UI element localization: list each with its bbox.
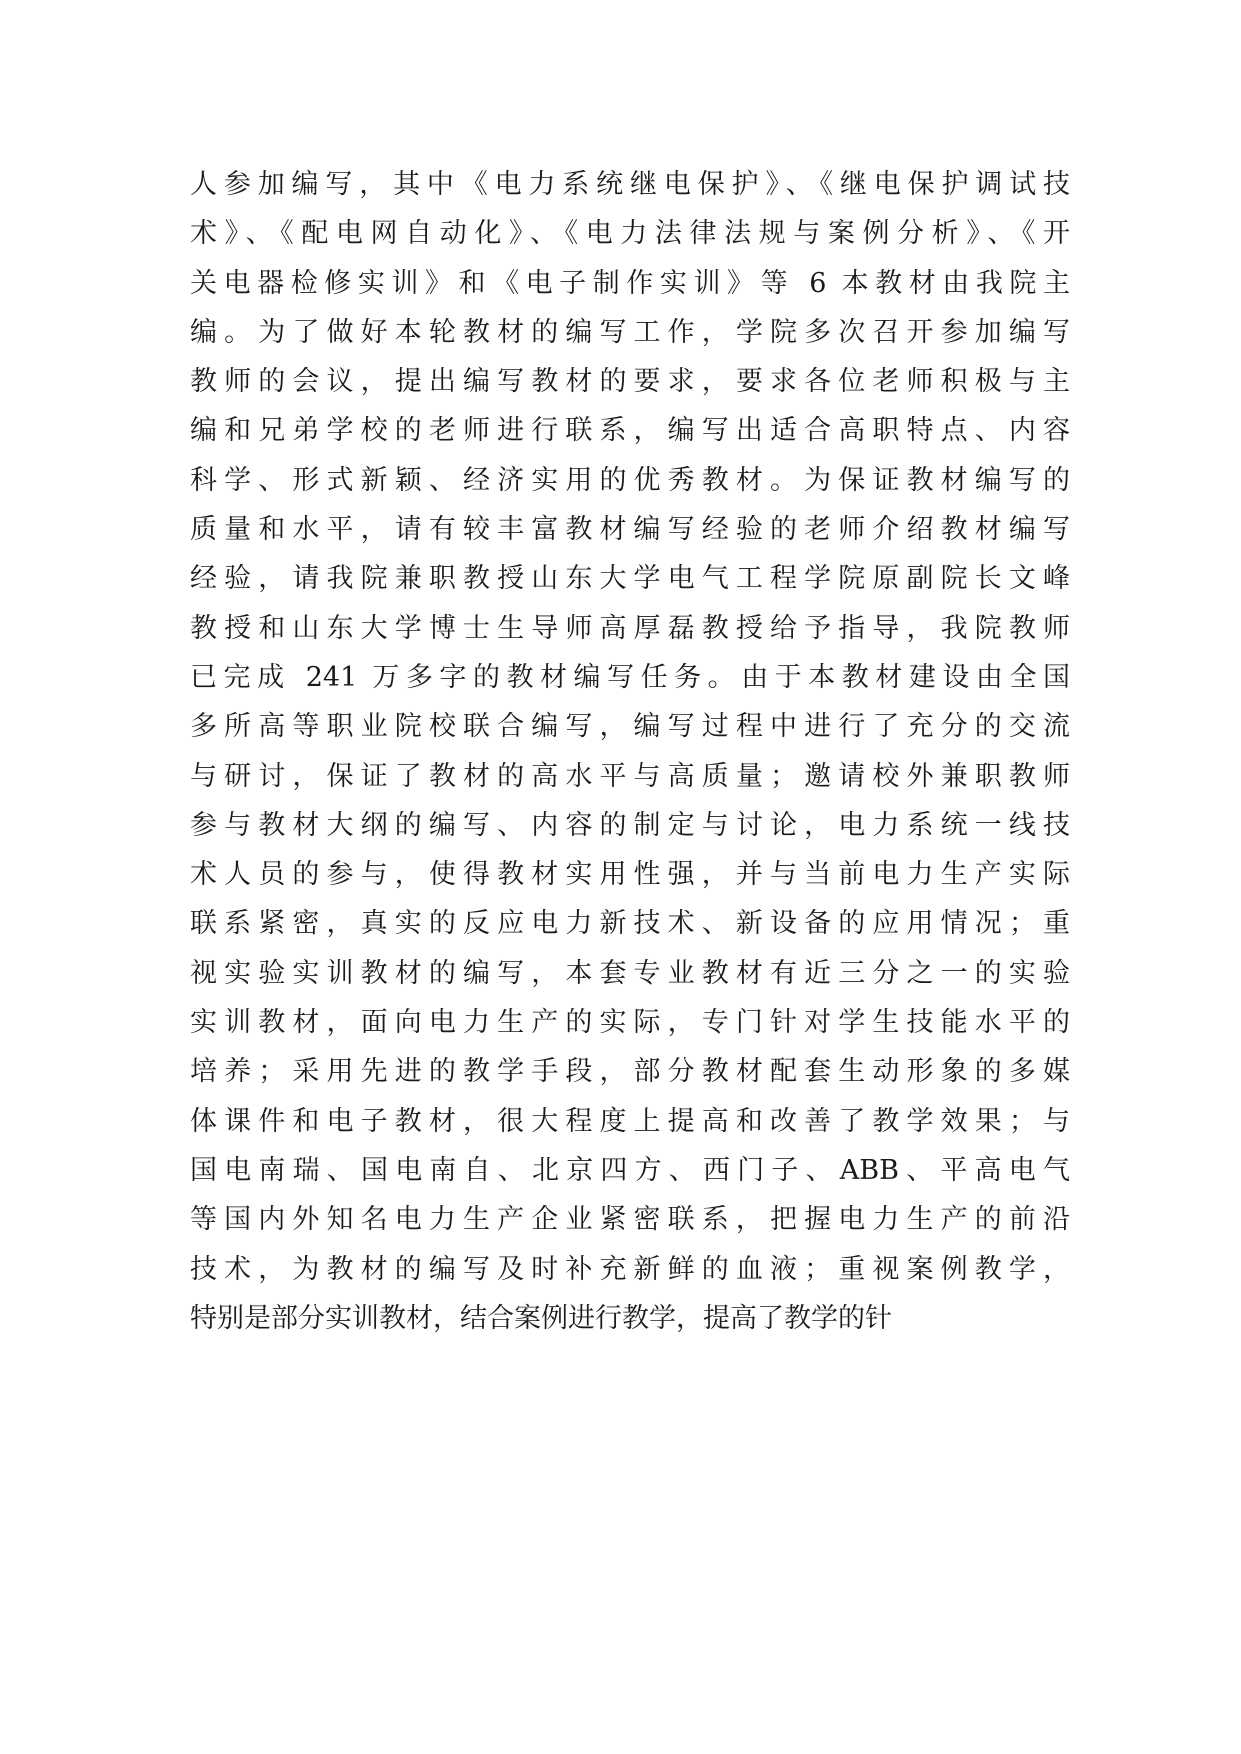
text-line: 技术，为教材的编写及时补充新鲜的血液；重视案例教学， — [190, 1253, 1070, 1285]
text-line: 质量和水平，请有较丰富教材编写经验的老师介绍教材编写 — [190, 514, 1070, 546]
text-line: 科学、形式新颖、经济实用的优秀教材。为保证教材编写的 — [190, 464, 1070, 496]
text-line: 教授和山东大学博士生导师高厚磊教授给予指导，我院教师 — [190, 612, 1070, 644]
text-line: 国电南瑞、国电南自、北京四方、西门子、ABB、平高电气 — [190, 1154, 1070, 1186]
text-line: 培养；采用先进的教学手段，部分教材配套生动形象的多媒 — [190, 1056, 1070, 1088]
text-line: 视实验实训教材的编写，本套专业教材有近三分之一的实验 — [190, 957, 1070, 989]
text-line: 教师的会议，提出编写教材的要求，要求各位老师积极与主 — [190, 366, 1070, 398]
text-line: 关电器检修实训》和《电子制作实训》等 6 本教材由我院主 — [190, 267, 1070, 299]
text-line: 人参加编写，其中《电力系统继电保护》、《继电保护调试技 — [190, 169, 1070, 200]
text-line: 术》、《配电网自动化》、《电力法律法规与案例分析》、《开 — [190, 218, 1070, 250]
text-line: 与研讨，保证了教材的高水平与高质量；邀请校外兼职教师 — [190, 760, 1070, 792]
body-paragraph — [190, 160, 1070, 1343]
text-line: 编。为了做好本轮教材的编写工作，学院多次召开参加编写 — [190, 316, 1070, 348]
text-line: 等国内外知名电力生产企业紧密联系，把握电力生产的前沿 — [190, 1204, 1070, 1236]
text-line: 联系紧密，真实的反应电力新技术、新设备的应用情况；重 — [190, 908, 1070, 940]
text-line: 术人员的参与，使得教材实用性强，并与当前电力生产实际 — [190, 859, 1070, 891]
text-line: 实训教材，面向电力生产的实际，专门针对学生技能水平的 — [190, 1007, 1070, 1039]
text-line: 编和兄弟学校的老师进行联系，编写出适合高职特点、内容 — [190, 415, 1070, 447]
text-line: 经验，请我院兼职教授山东大学电气工程学院原副院长文峰 — [190, 563, 1070, 595]
text-line: 体课件和电子教材，很大程度上提高和改善了教学效果；与 — [190, 1105, 1070, 1137]
text-line: 特别是部分实训教材，结合案例进行教学，提高了教学的针 — [190, 1302, 892, 1334]
text-line: 参与教材大纲的编写、内容的制定与讨论，电力系统一线技 — [190, 809, 1070, 841]
text-line: 多所高等职业院校联合编写，编写过程中进行了充分的交流 — [190, 711, 1070, 743]
text-line: 已完成 241 万多字的教材编写任务。由于本教材建设由全国 — [190, 661, 1070, 693]
